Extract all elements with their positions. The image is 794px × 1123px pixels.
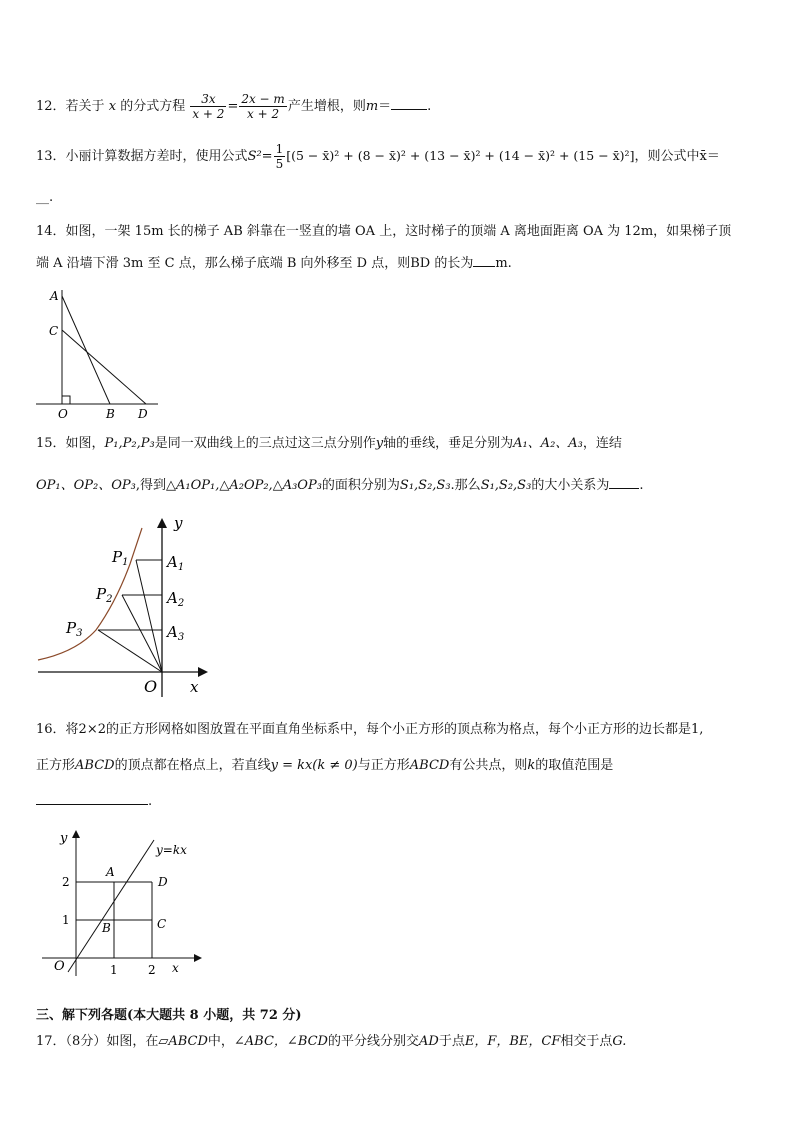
q15-line1d: ，连结 — [582, 436, 622, 451]
q16-tick-y-2: 2 — [62, 875, 70, 889]
q16-line2b: 的顶点都在格点上，若直线 — [114, 758, 271, 773]
q14-line1: 14．如图，一架 15m 长的梯子 AB 斜靠在一竖直的墙 OA 上，这时梯子的顶端 A 离地面距离 OA 为 12m，如果梯子顶 — [36, 224, 732, 239]
q15-hyperbola-figure — [36, 512, 216, 697]
q13-eq: ＝ — [706, 149, 720, 164]
q15-hyperbola-curve — [38, 528, 142, 660]
q15-areas: S₁,S₂,S₃ — [399, 478, 451, 493]
q15-label-p1: $P_1$ — [112, 548, 129, 568]
q13-text-b: ，则公式中 — [634, 149, 700, 164]
q14-ladder-cd — [62, 330, 146, 404]
q16-line-y-kx — [68, 840, 154, 972]
q14-line2 — [36, 252, 512, 271]
q14-label-a: A — [50, 289, 59, 303]
q15-label-o: O — [144, 677, 158, 696]
q16-one: 1, — [691, 722, 704, 737]
q17-text-c: 的平分线分别交 — [328, 1034, 420, 1049]
q17-text-b: 中， — [207, 1034, 234, 1049]
q16-line1b: 的正方形网格如图放置在平面直角坐标系中，每个小正方形的顶点称为格点，每个小正方形的边长都是 — [105, 722, 691, 737]
q13-text-a: 小丽计算数据方差时，使用公式 — [65, 149, 248, 164]
q16-label-y: y — [60, 831, 68, 846]
q12-frac1-den: x + 2 — [192, 107, 225, 121]
q15-line2e: 的大小关系为 — [531, 478, 610, 493]
q12-text-d: ＝ — [378, 99, 392, 114]
q12-text-a: 若关于 — [65, 99, 105, 114]
q16-label-d: D — [158, 875, 168, 889]
q15-areas-2: S₁,S₂,S₃ — [480, 478, 532, 493]
q12-text-b: 的分式方程 — [120, 99, 186, 114]
q16-line1 — [36, 718, 703, 737]
q13-number: 13． — [36, 149, 66, 164]
q15-feet: A₁、A₂、A₃ — [513, 436, 583, 451]
section-3-title: 三、解下列各题(本大题共 8 小题，共 72 分) — [36, 1008, 302, 1023]
q15-line2a: OP₁、OP₂、OP₃ — [36, 478, 136, 493]
question-12 — [36, 92, 431, 121]
q16-answer-blank — [36, 792, 148, 805]
q16-line2c: 与正方形 — [357, 758, 410, 773]
q16-label-x: x — [172, 961, 179, 975]
q15-line2c: 的面积分别为 — [321, 478, 400, 493]
q13-frac-num: 1 — [275, 142, 284, 156]
q17-parallelogram: ▱ABCD — [158, 1034, 208, 1049]
q12-var-x: x — [108, 99, 117, 114]
q13-fraction — [274, 142, 286, 171]
q16-tick-y-1: 1 — [62, 913, 70, 927]
q15-op1 — [136, 560, 162, 672]
q15-line2d: .那么 — [450, 478, 481, 493]
q17-points: E，F，BE，CF — [464, 1034, 561, 1049]
q16-equation: y = kx(k ≠ 0) — [270, 758, 358, 773]
question-17 — [36, 1030, 626, 1049]
q12-text-c: 产生增根，则 — [287, 99, 366, 114]
q15-label-a2: $A_2$ — [167, 589, 185, 609]
q12-number: 12． — [36, 99, 66, 114]
q16-y-axis-arrow — [72, 830, 80, 838]
q12-frac2-num: 2x − m — [241, 92, 285, 106]
q15-x-axis-arrow — [198, 667, 208, 677]
q12-end: . — [427, 99, 432, 114]
q15-answer-blank — [609, 476, 639, 489]
q16-label-a: A — [106, 865, 115, 879]
q16-x-axis-arrow — [194, 954, 202, 962]
q14-line2a: 端 A 沿墙下滑 3m 至 C 点，那么梯子底端 B 向外移至 D 点，则 — [36, 256, 411, 271]
q17-text-a: 17．（8分）如图，在 — [36, 1034, 159, 1049]
q14-line2c: m. — [495, 256, 512, 271]
q17-g: G. — [612, 1034, 627, 1049]
q15-label-x: x — [190, 678, 199, 696]
q16-abcd-2: ABCD — [409, 758, 450, 773]
q16-tick-x-2: 2 — [148, 963, 156, 977]
q16-line3 — [36, 792, 152, 809]
q14-label-c: C — [49, 324, 59, 338]
q12-frac1-num: 3x — [190, 92, 226, 107]
q17-ad: AD — [419, 1034, 439, 1049]
q16-line3-end: . — [148, 794, 153, 809]
q17-angles: ∠ABC，∠BCD — [233, 1034, 328, 1049]
q13-formula: [(5 − x̄)² + (8 − x̄)² + (13 − x̄)² + (14 − x̄)² + (15 − x̄)²] — [286, 148, 635, 163]
q15-y-axis-arrow — [157, 518, 167, 528]
q16-label-o: O — [54, 959, 65, 974]
q12-fraction-right — [239, 92, 286, 121]
q16-k: k — [527, 758, 536, 773]
q16-line2 — [36, 754, 613, 773]
q16-line2e: 的取值范围是 — [535, 758, 614, 773]
q16-label-line: y=kx — [156, 843, 187, 857]
q16-line2d: 有公共点，则 — [449, 758, 528, 773]
q15-line2b: ,得到 — [135, 478, 166, 493]
q15-line1c: 轴的垂线，垂足分别为 — [383, 436, 514, 451]
q14-line2b: BD 的长为 — [410, 256, 474, 271]
q16-tick-x-1: 1 — [110, 963, 118, 977]
q15-op2 — [122, 595, 162, 672]
question-13 — [36, 142, 720, 171]
q16-line2a: 正方形 — [36, 758, 76, 773]
q14-label-d: D — [138, 407, 148, 420]
q16-grid: 2×2 — [78, 722, 106, 737]
q16-line1a: 16．将 — [36, 722, 79, 737]
q15-y: y — [375, 436, 384, 451]
q15-label-a1: $A_1$ — [167, 553, 185, 573]
q12-frac2-den: x + 2 — [247, 107, 280, 121]
q15-line2 — [36, 474, 643, 493]
q16-abcd: ABCD — [75, 758, 115, 773]
q12-answer-blank — [391, 97, 427, 110]
q16-grid-figure — [38, 826, 203, 986]
q15-label-p3: $P_3$ — [66, 619, 83, 639]
q15-end: . — [639, 478, 644, 493]
q14-answer-blank — [473, 254, 495, 267]
q14-ladder-figure — [34, 280, 164, 420]
q15-line1a: 15．如图， — [36, 436, 105, 451]
q16-label-c: C — [157, 917, 167, 931]
q13-frac-den: 5 — [275, 157, 284, 171]
q14-right-angle-mark — [62, 396, 70, 404]
q15-op3 — [98, 630, 162, 672]
q15-triangles: △A₁OP₁,△A₂OP₂,△A₃OP₃ — [166, 478, 322, 493]
q16-label-b: B — [102, 921, 111, 935]
q13-s2: S²= — [247, 149, 273, 164]
q15-points: P₁,P₂,P₃ — [104, 436, 155, 451]
q15-line1b: 是同一双曲线上的三点过这三点分别作 — [154, 436, 376, 451]
q14-label-o: O — [58, 407, 68, 420]
q13-xbar: x̄ — [699, 149, 707, 164]
q14-label-b: B — [106, 407, 115, 420]
q14-ladder-ab — [62, 296, 110, 404]
q17-text-e: 相交于点 — [560, 1034, 613, 1049]
q12-var-m: m — [365, 99, 379, 114]
q15-label-a3: $A_3$ — [167, 623, 185, 643]
q15-label-y: y — [174, 514, 183, 532]
q13-line2: __. — [36, 190, 54, 205]
q15-line1 — [36, 432, 622, 451]
q17-text-d: 于点 — [438, 1034, 465, 1049]
q12-fraction-left — [190, 92, 226, 121]
q12-equals: = — [227, 99, 239, 114]
q15-label-p2: $P_2$ — [96, 585, 113, 605]
